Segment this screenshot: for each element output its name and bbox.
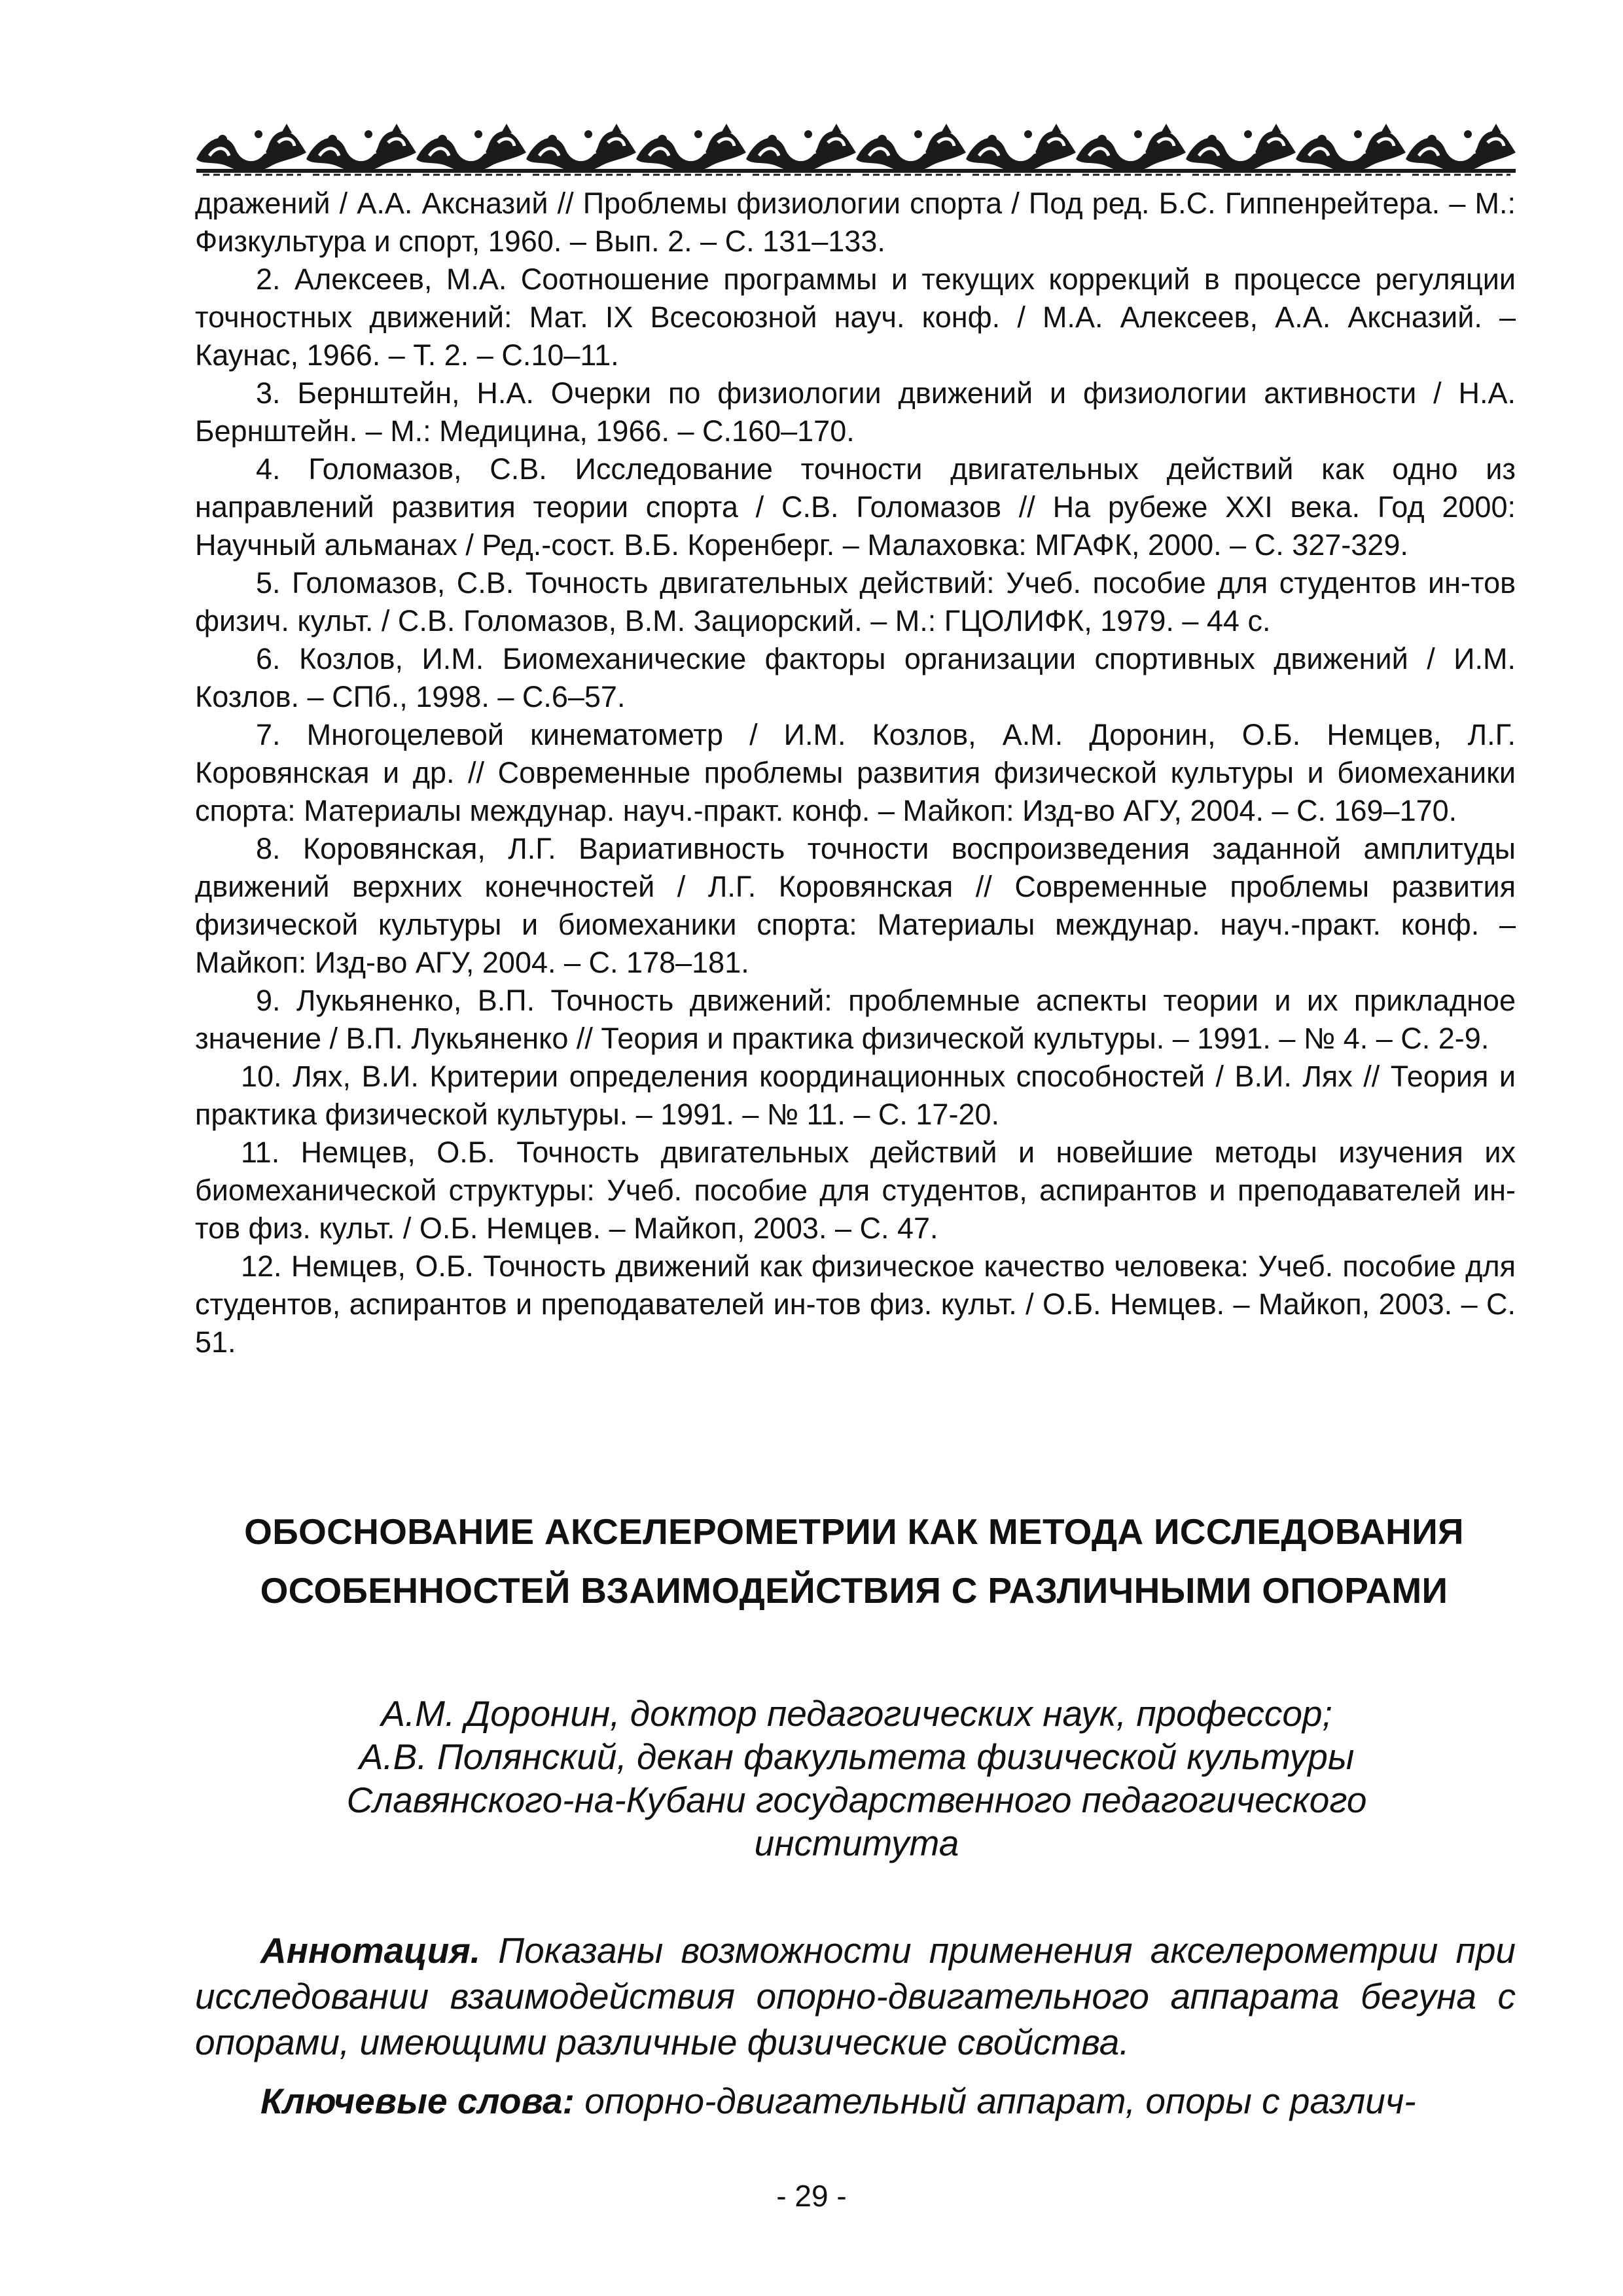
author-line: Славянского-на-Кубани государственного педагогического (346, 1780, 1367, 1820)
keywords-paragraph (195, 2078, 1516, 2124)
reference-item: 4. Голомазов, С.В. Исследование точности двигательных действий как одно из направлений развития теории спорта / С.В. Голомазов // На рубеже XXI века. Год 2000: Научный альманах / Ред.-сост. В.Б. Коренберг. – Малаховка: МГАФК, 2000. – С. 327-329. (195, 452, 1516, 562)
reference-item: 11. Немцев, О.Б. Точность двигательных действий и новейшие методы изучения их биомеханической структуры: Учеб. пособие для студентов, аспирантов и преподавателей ин-тов физ. культ. / О.Б. Немцев. – Майкоп, 2003. – С. 47. (195, 1136, 1516, 1245)
annotation-paragraph (195, 1928, 1516, 2065)
keywords-label: Ключевые слова: (260, 2081, 575, 2121)
reference-item: 2. Алексеев, М.А. Соотношение программы и текущих коррекций в процессе регуляции точностных движений: Мат. IX Всесоюзной науч. конф. / М.А. Алексеев, А.А. Аксназий. – Каунас, 1966. – Т. 2. – С.10–11. (195, 262, 1516, 372)
reference-item: 10. Лях, В.И. Критерии определения координационных способностей / В.И. Лях // Теория и практика физической культуры. – 1991. – № 11. – С. 17-20. (195, 1060, 1516, 1131)
article-title-line: ОСОБЕННОСТЕЙ ВЗАИМОДЕЙСТВИЯ С РАЗЛИЧНЫМИ ОПОРАМИ (260, 1570, 1448, 1611)
reference-item: 8. Коровянская, Л.Г. Вариативность точности воспроизведения заданной амплитуды движений верхних конечностей / Л.Г. Коровянская // Современные проблемы развития физической культуры и биомеханики спорта: Материалы междунар. науч.-практ. конф. – Майкоп: Изд-во АГУ, 2004. – С. 178–181. (195, 832, 1516, 979)
reference-item: 5. Голомазов, С.В. Точность двигательных действий: Учеб. пособие для студентов ин-тов физич. культ. / С.В. Голомазов, В.М. Зациорский. – М.: ГЦОЛИФК, 1979. – 44 с. (195, 566, 1516, 637)
reference-item: 7. Многоцелевой кинематометр / И.М. Козлов, А.М. Доронин, О.Б. Немцев, Л.Г. Коровянская и др. // Современные проблемы развития физической культуры и биомеханики спорта: Материалы междунар. науч.-практ. конф. – Майкоп: Изд-во АГУ, 2004. – С. 169–170. (195, 718, 1516, 827)
reference-item: 12. Немцев, О.Б. Точность движений как физическое качество человека: Учеб. пособие для студентов, аспирантов и преподавателей ин-тов физ. культ. / О.Б. Немцев. – Майкоп, 2003. – С. 51. (195, 1249, 1516, 1359)
reference-item: 6. Козлов, И.М. Биомеханические факторы организации спортивных движений / И.М. Козлов. – СПб., 1998. – С.6–57. (195, 642, 1516, 713)
author-block (196, 1692, 1517, 1865)
article-title-line: ОБОСНОВАНИЕ АКСЕЛЕРОМЕТРИИ КАК МЕТОДА ИССЛЕДОВАНИЯ (244, 1511, 1464, 1552)
article-title (151, 1502, 1558, 1620)
page-number: - 29 - (776, 2179, 847, 2213)
reference-item: 9. Лукьяненко, В.П. Точность движений: проблемные аспекты теории и их прикладное значение / В.П. Лукьяненко // Теория и практика физической культуры. – 1991. – № 4. – С. 2-9. (195, 984, 1516, 1055)
annotation-text: Показаны возможности применения акселерометрии при исследовании взаимодействия опорно-двигательного аппарата бегуна с опорами, имеющими различные физические свойства. (195, 1930, 1516, 2062)
annotation-label: Аннотация. (260, 1930, 481, 1971)
reference-item: дражений / А.А. Аксназий // Проблемы физиологии спорта / Под ред. Б.С. Гиппенрейтера. – М.: Физкультура и спорт, 1960. – Вып. 2. – С. 131–133. (195, 187, 1516, 258)
author-line: А.М. Доронин, доктор педагогических наук, профессор; (381, 1693, 1332, 1734)
reference-item: 3. Бернштейн, Н.А. Очерки по физиологии движений и физиологии активности / Н.А. Бернштейн. – М.: Медицина, 1966. – С.160–170. (195, 376, 1516, 448)
keywords-text: опорно-двигательный аппарат, опоры с различ- (574, 2081, 1416, 2121)
author-line: А.В. Полянский, декан факультета физической культуры (359, 1736, 1355, 1777)
floral-border-ornament-icon (196, 120, 1518, 179)
reference-list (195, 185, 1516, 1361)
author-line: института (754, 1823, 959, 1863)
